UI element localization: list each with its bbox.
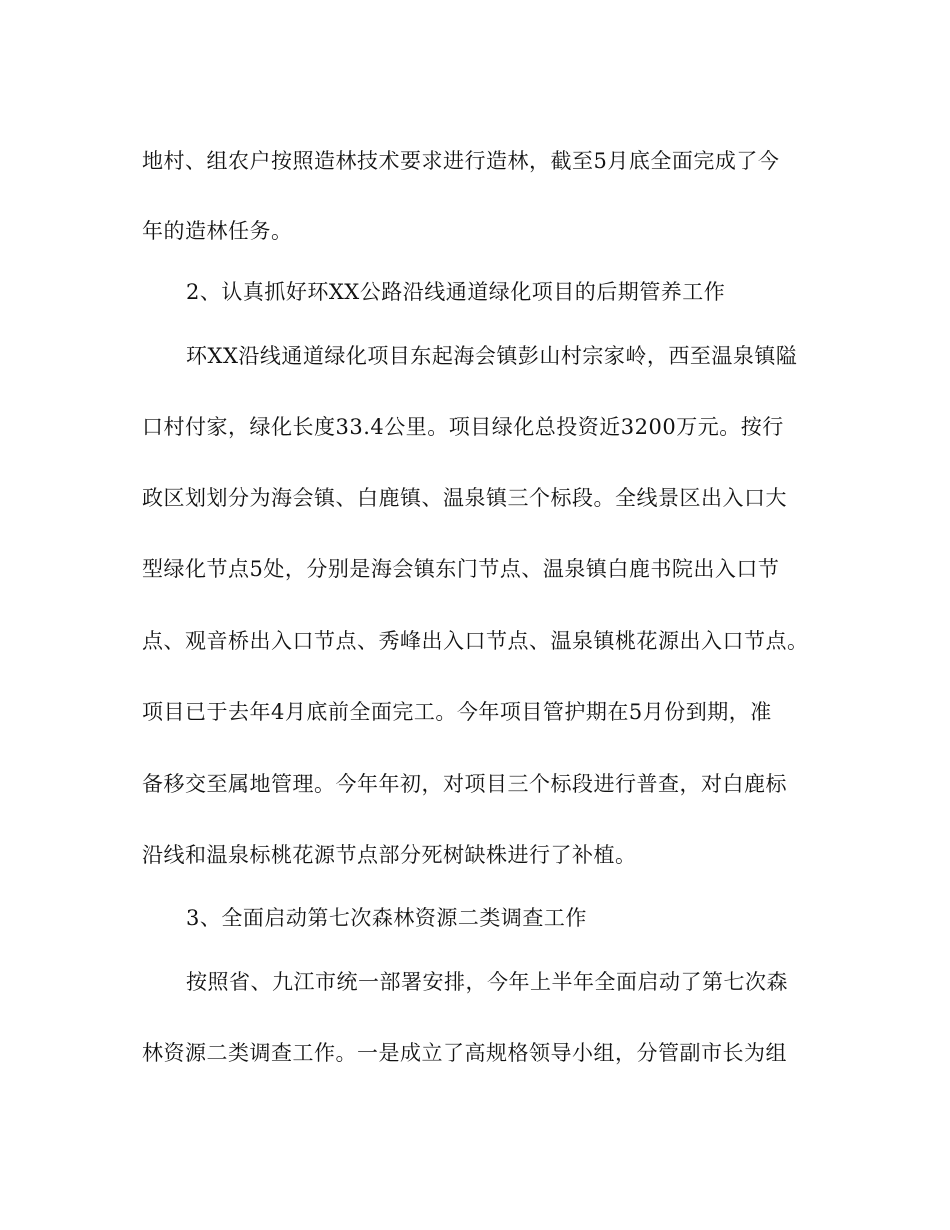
text-line: 点、观音桥出入口节点、秀峰出入口节点、温泉镇桃花源出入口节点。 — [142, 629, 809, 653]
section-heading: 2、认真抓好环XX公路沿线通道绿化项目的后期管养工作 — [186, 280, 726, 304]
text-line: 地村、组农户按照造林技术要求进行造林，截至5月底全面完成了今 — [142, 149, 780, 173]
text-line: 政区划划分为海会镇、白鹿镇、温泉镇三个标段。全线景区出入口大 — [142, 486, 787, 510]
text-line: 环XX沿线通道绿化项目东起海会镇彭山村宗家岭，西至温泉镇隘 — [186, 344, 798, 368]
text-line: 按照省、九江市统一部署安排，今年上半年全面启动了第七次森 — [186, 970, 788, 994]
text-line: 沿线和温泉标桃花源节点部分死树缺株进行了补植。 — [142, 843, 637, 867]
text-line: 备移交至属地管理。今年年初，对项目三个标段进行普查，对白鹿标 — [142, 772, 787, 796]
text-line: 口村付家，绿化长度33.4公里。项目绿化总投资近3200万元。按行 — [142, 415, 784, 439]
section-heading: 3、全面启动第七次森林资源二类调查工作 — [186, 906, 587, 930]
text-line: 林资源二类调查工作。一是成立了高规格领导小组，分管副市长为组 — [142, 1041, 787, 1065]
text-line: 型绿化节点5处，分别是海会镇东门节点、温泉镇白鹿书院出入口节 — [142, 557, 780, 581]
text-line: 年的造林任务。 — [142, 219, 293, 243]
text-line: 项目已于去年4月底前全面完工。今年项目管护期在5月份到期，准 — [142, 700, 772, 724]
